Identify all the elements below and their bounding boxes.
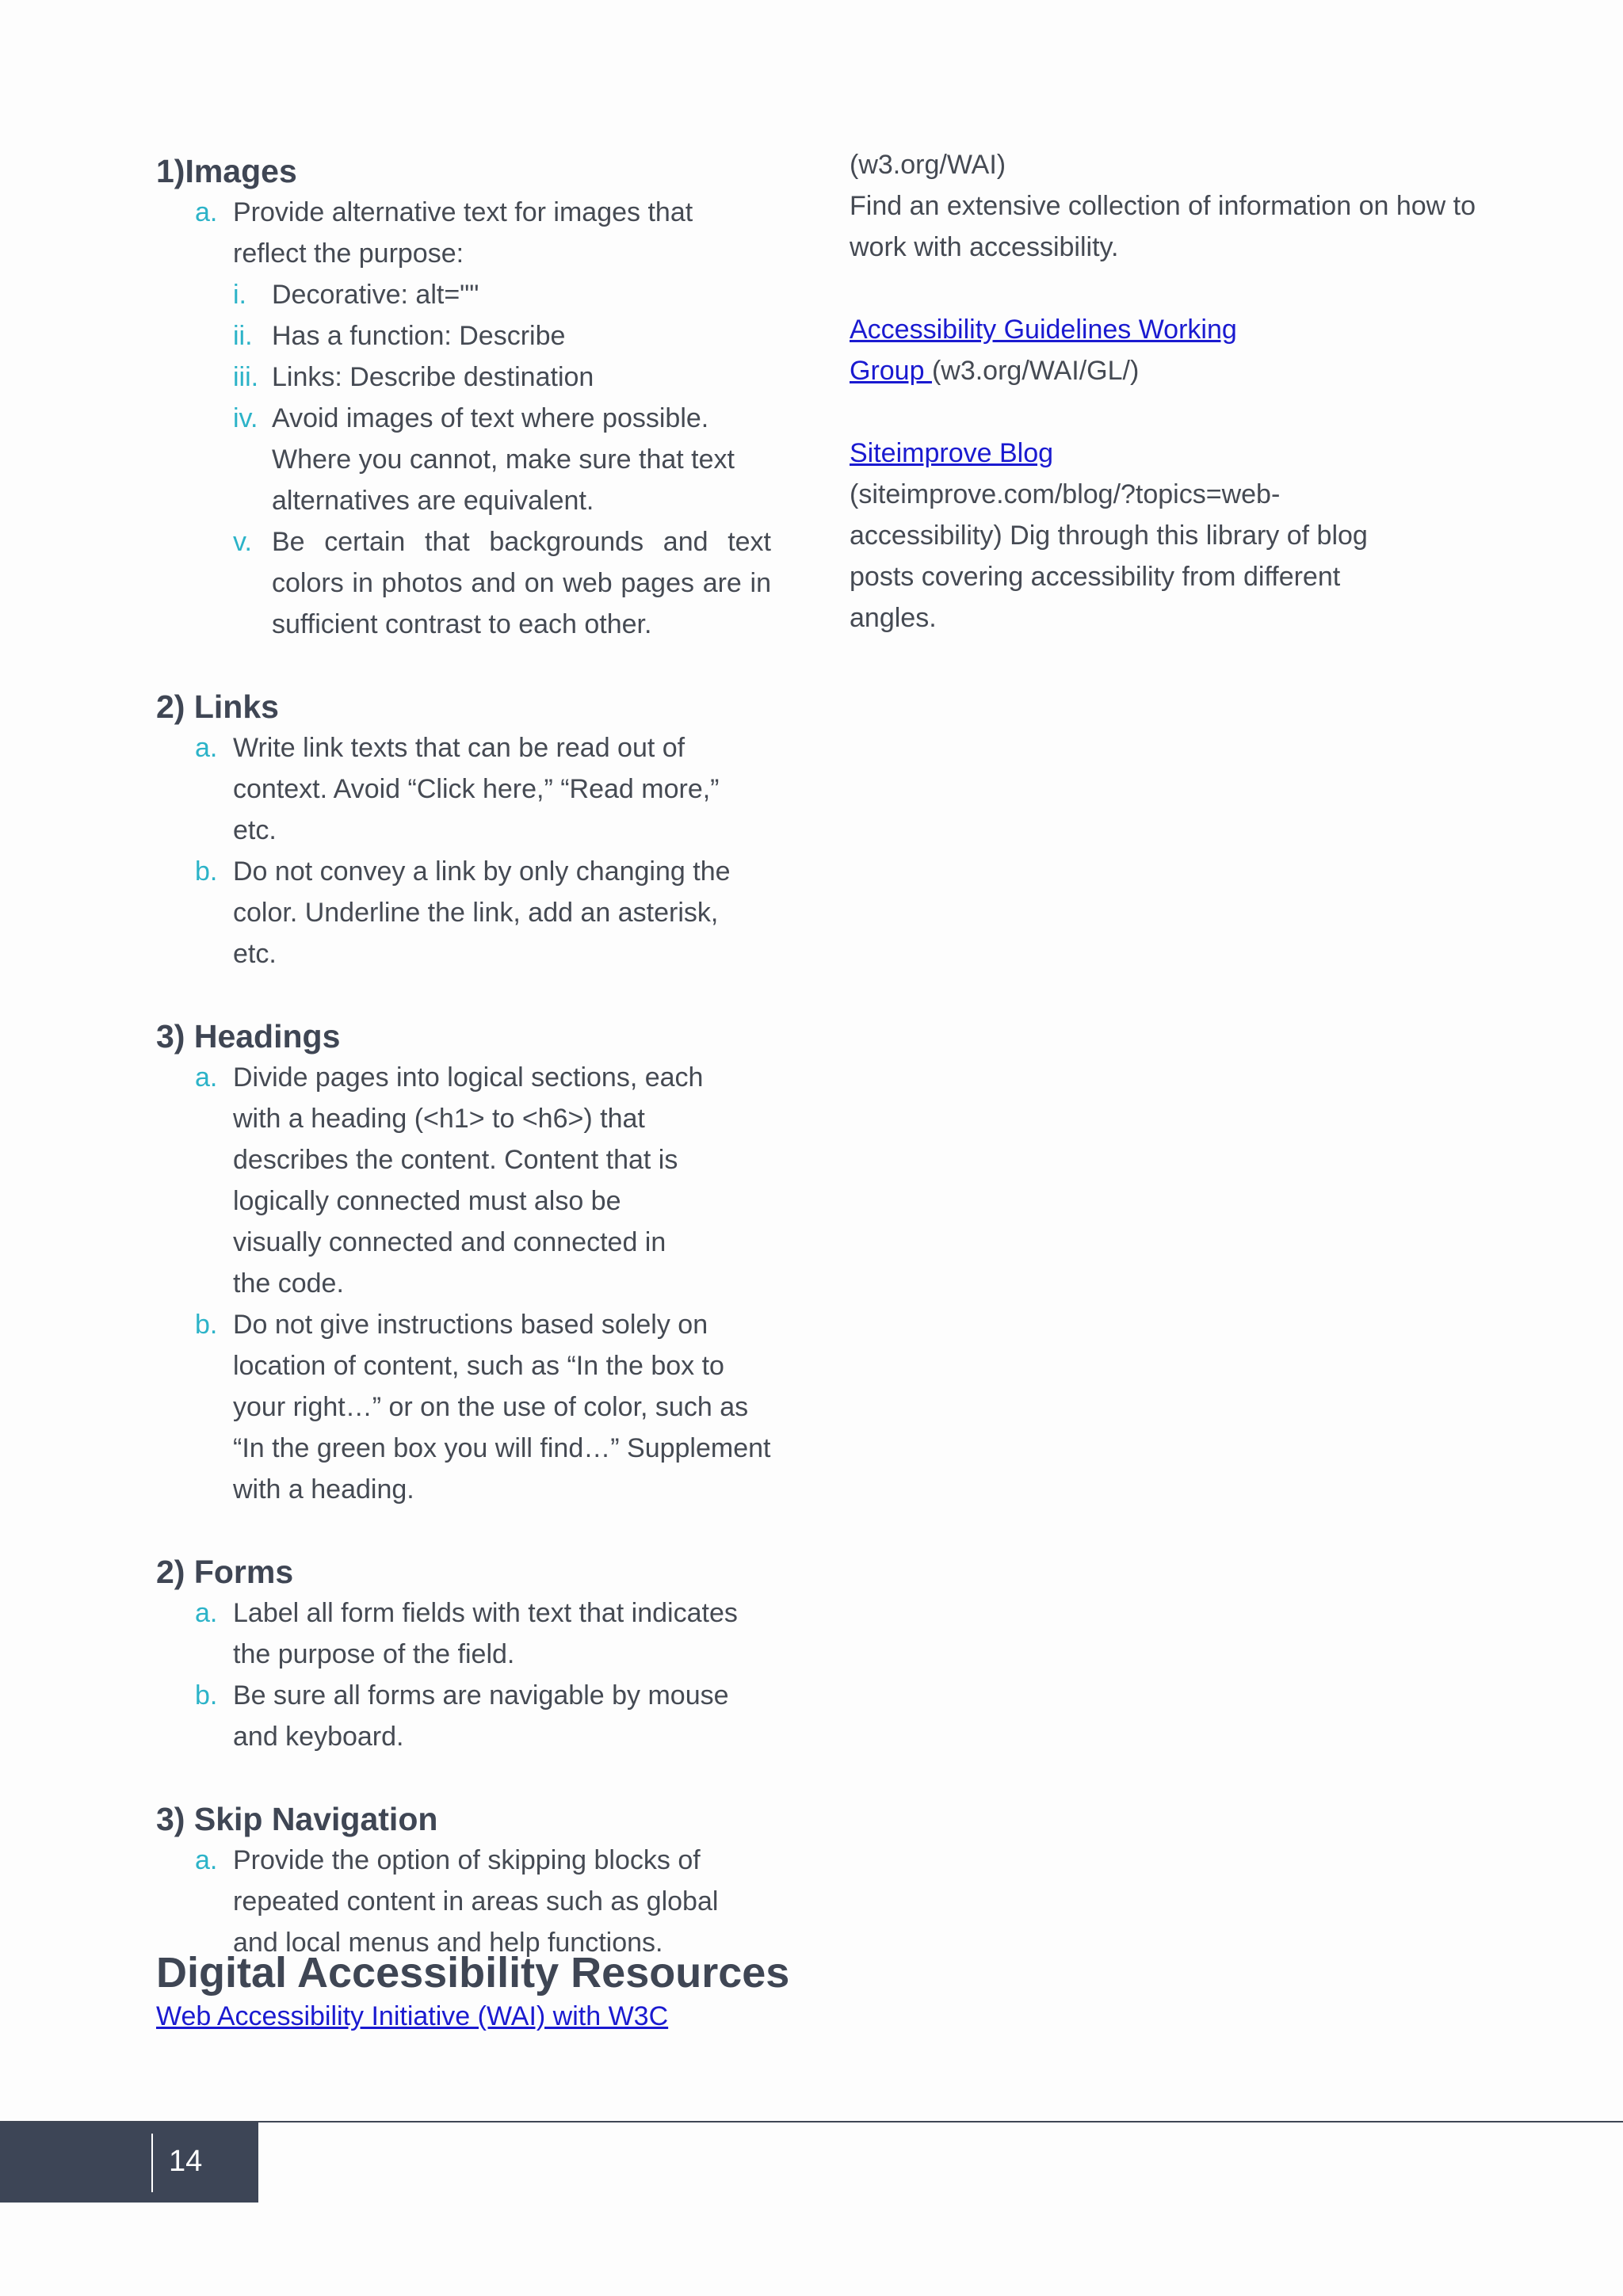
list-item-text: Be sure all forms are navigable by mouse and keyboard. — [233, 1680, 729, 1752]
siteimprove-blog-link[interactable]: Siteimprove Blog — [850, 438, 1054, 468]
item-list — [156, 1592, 782, 1757]
footer-page-tab — [0, 2122, 258, 2203]
list-item-text: Provide the option of skipping blocks of repeated content in areas such as global and local menus and help functions. — [233, 1845, 719, 1958]
list-marker: iv. — [233, 403, 258, 433]
list-item-text: Has a function: Describe — [272, 321, 566, 351]
list-item-text: Decorative: alt="" — [272, 280, 479, 310]
list-marker: b. — [195, 1310, 218, 1340]
list-item-text: Be certain that backgrounds and text colors in photos and on web pages are in sufficient contrast to each other. — [272, 527, 771, 639]
list-item-text: Do not give instructions based solely on location of content, such as “In the box to your right…” or on the use of color, such as “In the green box you will find…” Supplement with a heading. — [233, 1310, 771, 1505]
section-headings — [156, 1016, 782, 1510]
section-heading: 3) Headings — [156, 1018, 341, 1055]
resources-heading: Digital Accessibility Resources — [156, 1949, 790, 1997]
list-item-text: Do not convey a link by only changing the color. Underline the link, add an asterisk, etc. — [233, 856, 731, 969]
list-marker: i. — [233, 280, 246, 310]
spacer — [850, 268, 1476, 309]
sub-list-item — [156, 521, 782, 645]
list-item — [156, 192, 782, 274]
list-marker: ii. — [233, 321, 253, 351]
list-marker: a. — [195, 197, 218, 227]
list-marker: v. — [233, 527, 252, 557]
list-item — [156, 1592, 782, 1675]
page-number: 14 — [169, 2145, 203, 2178]
wai-link[interactable]: Web Accessibility Initiative (WAI) with W3C — [156, 2001, 669, 2031]
section-heading: 3) Skip Navigation — [156, 1801, 438, 1837]
list-item — [156, 1304, 782, 1510]
blog-entry — [850, 433, 1476, 474]
list-item-text: Divide pages into logical sections, each with a heading (<h1> to <h6>) that describes the content. Content that is logically connected must also be visually connected and connected in the code. — [233, 1062, 704, 1299]
section-forms — [156, 1551, 782, 1757]
left-column — [156, 151, 782, 2004]
list-item-text: Provide alternative text for images that reflect the purpose: — [233, 197, 693, 269]
section-heading: 1)Images — [156, 153, 297, 189]
list-item-text: Label all form fields with text that indicates the purpose of the field. — [233, 1598, 738, 1669]
agwg-link[interactable]: Accessibility Guidelines Working Group — [850, 315, 1237, 386]
list-marker: a. — [195, 1062, 218, 1093]
section-images — [156, 151, 782, 645]
spacer — [850, 391, 1476, 433]
list-item-text: Avoid images of text where possible. Where you cannot, make sure that text alternatives are equivalent. — [272, 403, 735, 516]
item-list — [156, 192, 782, 645]
list-item — [156, 851, 782, 974]
wai-url: (w3.org/WAI) — [850, 150, 1006, 180]
agwg-url: (w3.org/WAI/GL/) — [931, 356, 1140, 386]
item-list — [156, 1057, 782, 1510]
sub-list-item — [156, 315, 782, 357]
list-marker: iii. — [233, 362, 259, 392]
list-item — [156, 1057, 782, 1304]
section-heading: 2) Links — [156, 688, 279, 725]
list-marker: a. — [195, 1598, 218, 1628]
list-marker: b. — [195, 856, 218, 887]
item-list — [156, 1840, 782, 1963]
blog-description: (siteimprove.com/blog/?topics=web-accessibility) Dig through this library of blog posts covering accessibility from different angles. — [850, 479, 1368, 633]
wai-description: Find an extensive collection of information on how to work with accessibility. — [850, 191, 1476, 262]
sub-list-item — [156, 398, 782, 521]
right-column — [850, 144, 1476, 639]
list-item — [156, 727, 782, 851]
section-heading: 2) Forms — [156, 1554, 294, 1590]
list-marker: a. — [195, 733, 218, 763]
section-skip-navigation — [156, 1798, 782, 1963]
list-item — [156, 1675, 782, 1757]
section-links — [156, 686, 782, 974]
list-marker: b. — [195, 1680, 218, 1711]
footer-separator — [151, 2134, 153, 2192]
agwg-entry — [850, 309, 1293, 391]
sub-list-item — [156, 274, 782, 315]
list-item — [156, 1840, 782, 1963]
item-list — [156, 727, 782, 974]
sub-list-item — [156, 357, 782, 398]
list-item-text: Links: Describe destination — [272, 362, 594, 392]
list-item-text: Write link texts that can be read out of context. Avoid “Click here,” “Read more,” etc. — [233, 733, 720, 845]
list-marker: a. — [195, 1845, 218, 1875]
